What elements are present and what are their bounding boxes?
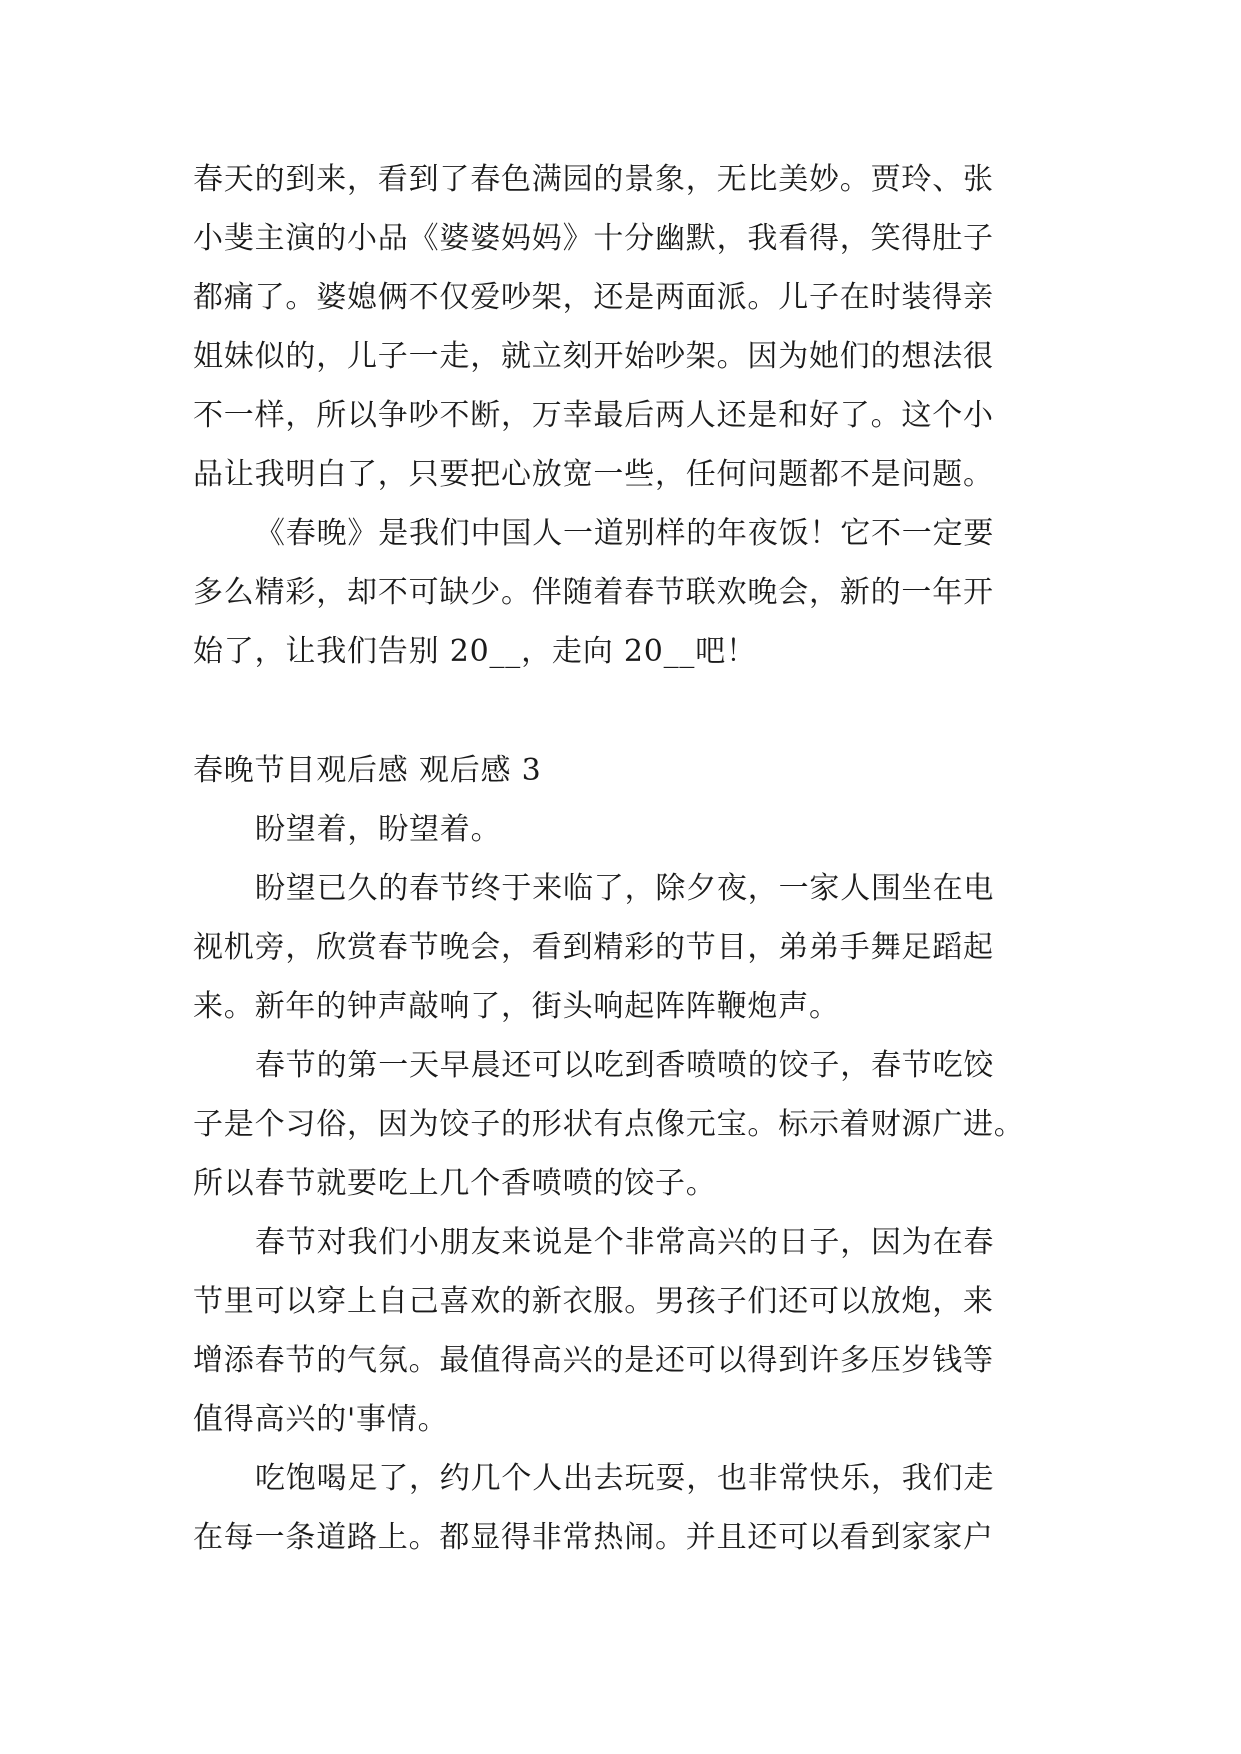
paragraph-looking-forward: 盼望着，盼望着。 (255, 812, 502, 847)
paragraph-spring-gala (193, 504, 1055, 681)
section-heading: 春晚节目观后感 观后感 3 (193, 753, 542, 788)
paragraph-new-clothes (193, 1213, 1055, 1449)
section-gap (193, 681, 1055, 741)
text-line: 所以春节就要吃上几个香喷喷的饺子。 (193, 1166, 717, 1201)
text-line: 视机旁，欣赏春节晚会，看到精彩的节目，弟弟手舞足蹈起 (193, 930, 994, 965)
text-line: 都痛了。婆媳俩不仅爱吵架，还是两面派。儿子在时装得亲 (193, 280, 994, 315)
text-line: 小斐主演的小品《婆婆妈妈》十分幽默，我看得，笑得肚子 (193, 221, 994, 256)
text-line: 春节的第一天早晨还可以吃到香喷喷的饺子，春节吃饺 (255, 1048, 995, 1083)
text-line: 《春晚》是我们中国人一道别样的年夜饭！它不一定要 (255, 516, 995, 551)
text-line: 来。新年的钟声敲响了，街头响起阵阵鞭炮声。 (193, 989, 840, 1024)
text-line: 姐妹似的，儿子一走，就立刻开始吵架。因为她们的想法很 (193, 339, 994, 374)
text-line: 子是个习俗，因为饺子的形状有点像元宝。标示着财源广进。 (193, 1107, 1025, 1142)
text-line: 节里可以穿上自己喜欢的新衣服。男孩子们还可以放炮，来 (193, 1284, 994, 1319)
text-line: 增添春节的气氛。最值得高兴的是还可以得到许多压岁钱等 (193, 1343, 994, 1378)
text-line: 春节对我们小朋友来说是个非常高兴的日子，因为在春 (255, 1225, 995, 1260)
text-line: 不一样，所以争吵不断，万幸最后两人还是和好了。这个小 (193, 398, 994, 433)
text-line: 多么精彩，却不可缺少。伴随着春节联欢晚会，新的一年开 (193, 575, 994, 610)
paragraph-going-out (193, 1449, 1055, 1567)
text-line: 春天的到来，看到了春色满园的景象，无比美妙。贾玲、张 (193, 162, 994, 197)
text-line: 盼望已久的春节终于来临了，除夕夜，一家人围坐在电 (255, 871, 995, 906)
paragraph-continued (193, 150, 1055, 504)
document-page (193, 150, 1055, 1567)
paragraph-new-year-eve (193, 859, 1055, 1036)
text-line: 吃饱喝足了，约几个人出去玩耍，也非常快乐，我们走 (255, 1461, 995, 1496)
text-line: 值得高兴的'事情。 (193, 1402, 449, 1437)
paragraph-dumplings (193, 1036, 1055, 1213)
text-line: 始了，让我们告别 20__，走向 20__吧！ (193, 634, 757, 669)
text-line: 品让我明白了，只要把心放宽一些，任何问题都不是问题。 (193, 457, 994, 492)
text-line: 在每一条道路上。都显得非常热闹。并且还可以看到家家户 (193, 1520, 994, 1555)
